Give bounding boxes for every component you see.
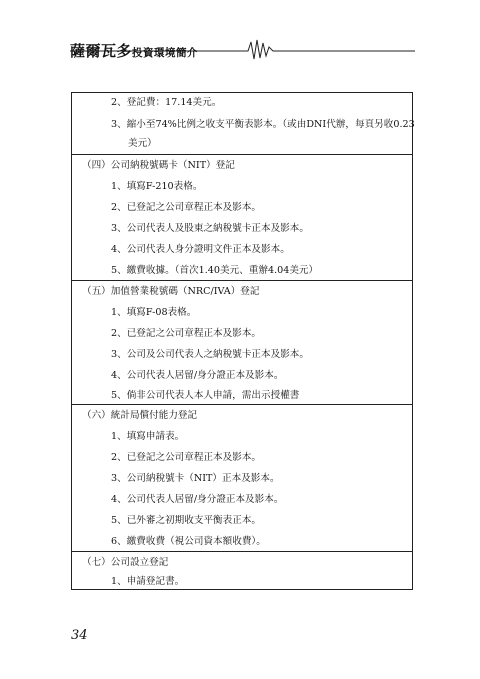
section-continued — [72, 93, 415, 154]
section-statistics — [72, 404, 412, 552]
list-item: 2、已登記之公司章程正本及影本。 — [111, 328, 262, 339]
list-item: 1、申請登記書。 — [111, 576, 185, 587]
list-item: 4、公司代表人居留/身分證正本及影本。 — [111, 370, 284, 381]
section-heading: （七）公司設立登記 — [82, 557, 169, 568]
list-item: 3、縮小至74%比例之收支平衡表影本。（或由DNI代辦，每頁另收0.23 — [111, 119, 415, 130]
section-registration — [72, 551, 412, 592]
list-item: 4、公司代表人身分證明文件正本及影本。 — [111, 244, 290, 255]
list-item: 2、已登記之公司章程正本及影本。 — [111, 202, 262, 213]
page-number: 34 — [71, 628, 88, 643]
list-item: 6、繳費收費（視公司資本額收費）。 — [111, 536, 266, 547]
section-heading: （四）公司納稅號碼卡（NIT）登記 — [82, 160, 235, 171]
list-item-continuation: 美元） — [128, 138, 157, 149]
list-item: 2、已登記之公司章程正本及影本。 — [111, 452, 262, 463]
list-item: 5、繳費收據。（首次1.40美元、重辦4.04美元） — [111, 265, 319, 276]
page-header — [70, 34, 415, 64]
section-nit — [72, 154, 412, 281]
list-item: 4、公司代表人居留/身分證正本及影本。 — [111, 494, 284, 505]
list-item: 5、已外審之初期收支平衡表正本。 — [111, 515, 262, 526]
list-item: 1、填寫F-210表格。 — [111, 181, 203, 192]
section-heading: （六）統計局償付能力登記 — [82, 410, 198, 421]
list-item: 1、填寫F-08表格。 — [111, 307, 197, 318]
content-table — [71, 92, 413, 590]
section-heading: （五）加值營業稅號碼（NRC/IVA）登記 — [82, 286, 260, 297]
section-nrc-iva — [72, 280, 412, 405]
list-item: 3、公司代表人及股東之納稅號卡正本及影本。 — [111, 223, 309, 234]
header-title-sub: 投資環境簡介 — [132, 47, 199, 59]
list-item: 3、公司及公司代表人之納稅號卡正本及影本。 — [111, 349, 309, 360]
list-item: 3、公司納稅號卡（NIT）正本及影本。 — [111, 473, 280, 484]
header-title-main: 薩爾瓦多 — [70, 42, 133, 60]
list-item: 2、登記費：17.14美元。 — [111, 97, 222, 108]
list-item: 1、填寫申請表。 — [111, 431, 185, 442]
list-item: 5、倘非公司代表人本人申請，需出示授權書 — [111, 390, 300, 401]
header-title — [70, 40, 198, 61]
